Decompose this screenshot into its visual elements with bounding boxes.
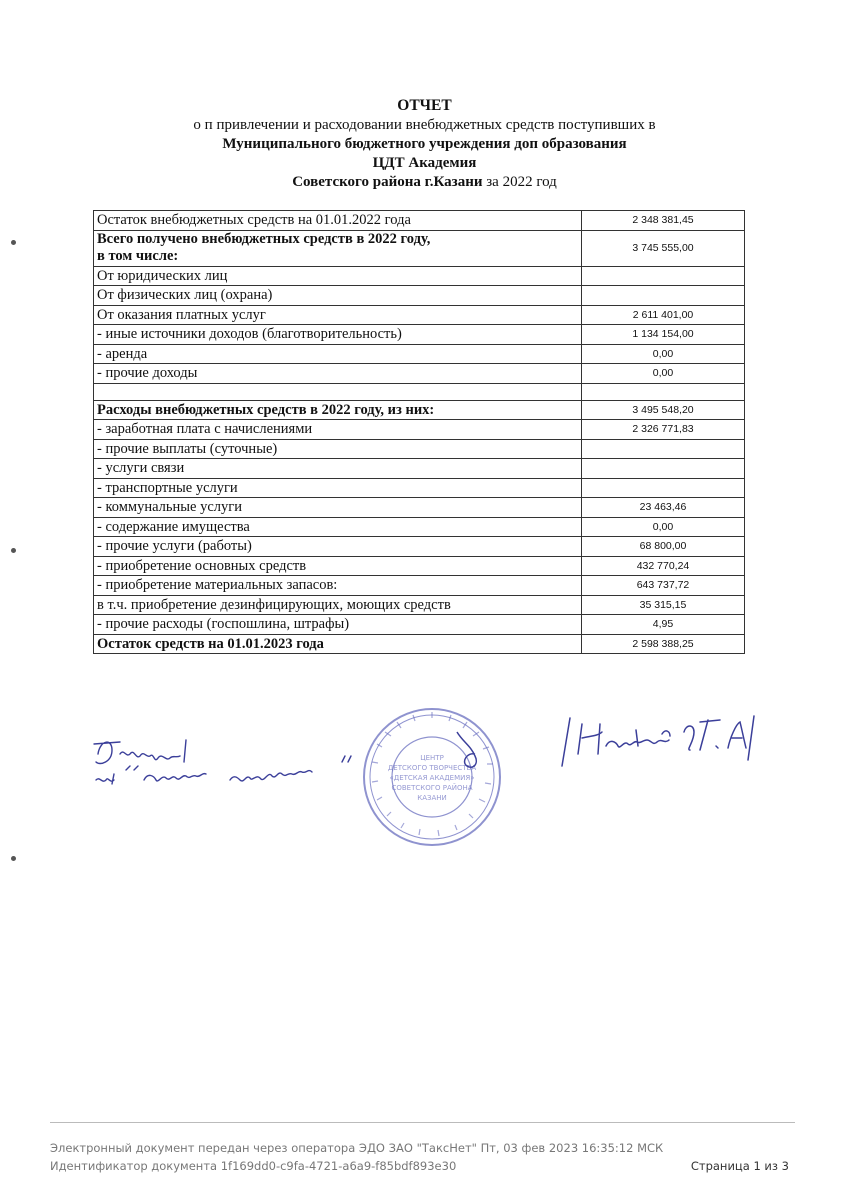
row-value: 432 770,24 [582,556,745,576]
row-value [582,478,745,498]
table-row [94,459,745,479]
row-label: От юридических лиц [94,266,582,286]
row-value [582,266,745,286]
row-value: 2 598 388,25 [582,634,745,654]
row-value [582,459,745,479]
signatory-handwritten-name [560,710,760,770]
table-row [94,517,745,537]
table-row [94,286,745,306]
table-row [94,576,745,596]
row-label: От оказания платных услуг [94,305,582,325]
row-value [582,439,745,459]
table-row [94,305,745,325]
row-label [94,383,582,400]
table-row [94,537,745,557]
row-label: - прочие расходы (госпошлина, штрафы) [94,615,582,635]
row-value: 0,00 [582,364,745,384]
row-label-line1: Всего получено внебюджетных средств в 2022 году, [97,231,431,247]
row-label: - прочие услуги (работы) [94,537,582,557]
svg-text:СОВЕТСКОГО РАЙОНА: СОВЕТСКОГО РАЙОНА [391,784,473,792]
table-row [94,615,745,635]
institution-name: Муниципального бюджетного учреждения доп образования [222,136,627,152]
row-label: - аренда [94,344,582,364]
table-row [94,325,745,345]
row-value: 4,95 [582,615,745,635]
row-label: - услуги связи [94,459,582,479]
report-header [0,96,849,192]
row-label: в т.ч. приобретение дезинфицирующих, моющих средств [94,595,582,615]
row-value: 2 326 771,83 [582,420,745,440]
row-value: 2 348 381,45 [582,211,745,231]
svg-text:ЦЕНТР: ЦЕНТР [420,754,444,762]
row-value: 3 745 555,00 [582,230,745,266]
row-value: 1 134 154,00 [582,325,745,345]
row-value: 0,00 [582,517,745,537]
table-row [94,498,745,518]
row-label: - коммунальные услуги [94,498,582,518]
row-label: Остаток средств на 01.01.2023 года [94,634,582,654]
svg-text:КАЗАНИ: КАЗАНИ [417,794,447,802]
row-value: 2 611 401,00 [582,305,745,325]
table-row [94,420,745,440]
row-label: - содержание имущества [94,517,582,537]
row-value: 643 737,72 [582,576,745,596]
page-counter: Страница 1 из 3 [690,1159,789,1173]
table-row [94,634,745,654]
table-row [94,400,745,420]
row-label: - приобретение материальных запасов: [94,576,582,596]
scan-dot [11,856,16,861]
table-row [94,211,745,231]
row-value: 68 800,00 [582,537,745,557]
row-label: От физических лиц (охрана) [94,286,582,306]
year-text: за 2022 год [482,174,557,190]
table-row [94,439,745,459]
table-row [94,556,745,576]
report-title: ОТЧЕТ [397,97,452,114]
row-value: 35 315,15 [582,595,745,615]
row-value: 23 463,46 [582,498,745,518]
svg-text:«ДЕТСКАЯ АКАДЕМИЯ»: «ДЕТСКАЯ АКАДЕМИЯ» [389,774,475,782]
table-row [94,383,745,400]
row-value [582,286,745,306]
row-label: - иные источники доходов (благотворительность) [94,325,582,345]
scan-dot [11,240,16,245]
row-label-line2: в том числе: [97,248,179,264]
row-label: Остаток внебюджетных средств на 01.01.2022 года [94,211,582,231]
row-label: - прочие доходы [94,364,582,384]
row-value [582,383,745,400]
row-value: 0,00 [582,344,745,364]
row-value: 3 495 548,20 [582,400,745,420]
report-period [0,173,849,192]
table-row [94,230,745,266]
row-label: - приобретение основных средств [94,556,582,576]
director-handwritten-title [90,732,380,812]
row-label: - заработная плата с начислениями [94,420,582,440]
table-row [94,478,745,498]
district-name: Советского района г.Казани [292,174,483,190]
scan-dot [11,548,16,553]
row-label [94,230,582,266]
table-row [94,364,745,384]
table-row [94,266,745,286]
report-subtitle: о п привлечении и расходовании внебюджетных средств поступивших в [193,117,656,133]
document-identifier: Идентификатор документа 1f169dd0-c9fa-4721-a6a9-f85bdf893e30 [50,1159,457,1173]
footer-divider [50,1122,795,1123]
institution-short-name: ЦДТ Академия [372,155,477,171]
table-row [94,344,745,364]
table-row [94,595,745,615]
report-table [93,210,745,654]
row-label: - транспортные услуги [94,478,582,498]
row-label: - прочие выплаты (суточные) [94,439,582,459]
row-label: Расходы внебюджетных средств в 2022 году, из них: [94,400,582,420]
edo-transfer-note: Электронный документ передан через оператора ЭДО ЗАО "ТаксНет" Пт, 03 фев 2023 16:35:12 МСК [50,1141,664,1155]
organization-stamp [357,702,507,852]
svg-text:ДЕТСКОГО ТВОРЧЕСТВА: ДЕТСКОГО ТВОРЧЕСТВА [387,764,477,772]
